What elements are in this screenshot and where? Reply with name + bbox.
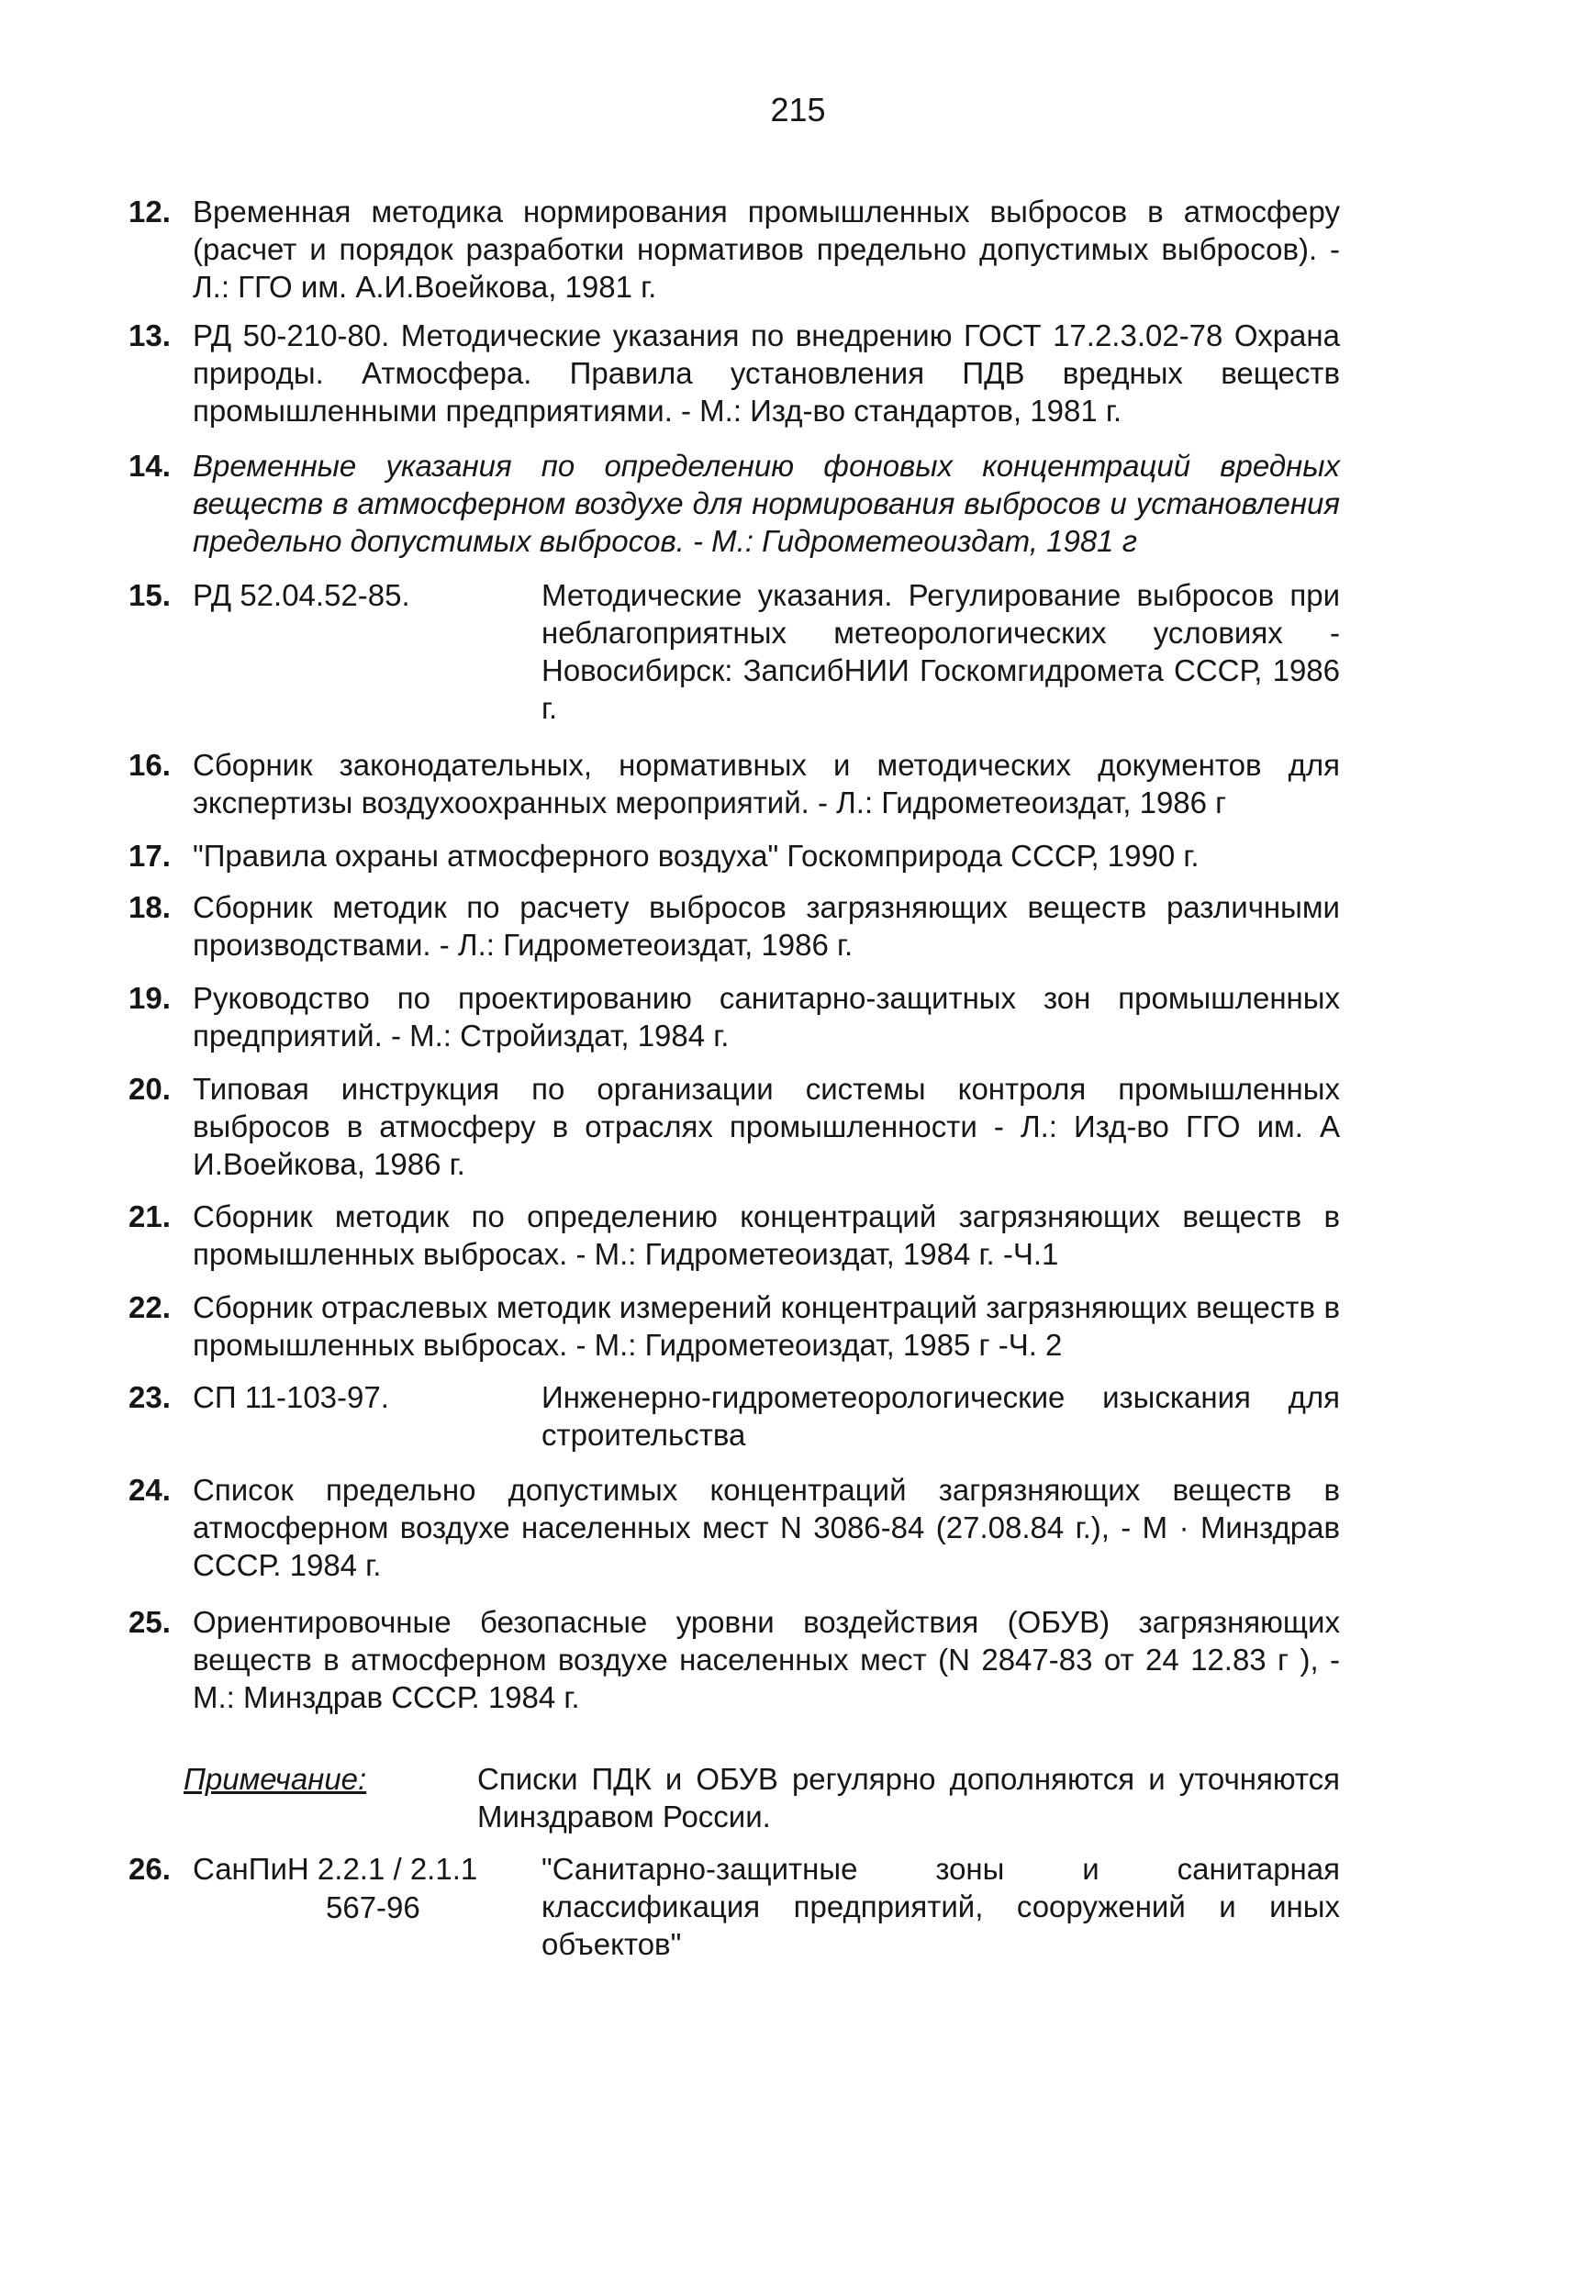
reference-text: РД 50-210-80. Методические указания по внедрению ГОСТ 17.2.3.02-78 Охрана природы. Атмосфера. Правила установления ПДВ вредных веществ промышленными предприятиями. - М.: Изд-во стандартов, 1981 г.	[193, 318, 1340, 428]
reference-number: 15.	[128, 578, 171, 612]
reference-number: 17.	[128, 839, 171, 873]
reference-number: 14.	[128, 449, 171, 483]
reference-code	[193, 1850, 486, 1927]
reference-code: СП 11-103-97.	[193, 1380, 389, 1414]
reference-number: 24.	[128, 1473, 171, 1507]
reference-text: Типовая инструкция по организации системы контроля промышленных выбросов в атмосферу в отраслях промышленности - Л.: Изд-во ГГО им. А И.Воейкова, 1986 г.	[193, 1072, 1340, 1181]
reference-text: Руководство по проектированию санитарно-защитных зон промышленных предприятий. - М.: Стройиздат, 1984 г.	[193, 981, 1340, 1053]
reference-code-line1: СанПиН 2.2.1 / 2.1.1	[193, 1852, 478, 1886]
reference-number: 21.	[128, 1199, 171, 1233]
note-text: Списки ПДК и ОБУВ регулярно дополняются и уточняются Минздравом России.	[477, 1762, 1340, 1833]
reference-number: 20.	[128, 1072, 171, 1106]
reference-text: Сборник отраслевых методик измерений концентраций загрязняющих веществ в промышленных выбросах. - М.: Гидрометеоиздат, 1985 г -Ч. 2	[193, 1290, 1340, 1362]
reference-number: 18.	[128, 890, 171, 924]
reference-number: 25.	[128, 1605, 171, 1639]
reference-text: Методические указания. Регулирование выбросов при неблагоприятных метеорологических условиях - Новосибирск: ЗапсибНИИ Госкомгидромета СССР, 1986 г.	[541, 578, 1340, 725]
reference-code-line2: 567-96	[326, 1890, 420, 1924]
reference-number: 23.	[128, 1380, 171, 1414]
reference-text: "Санитарно-защитные зоны и санитарная классификация предприятий, сооружений и иных объектов"	[541, 1852, 1340, 1961]
reference-text: Список предельно допустимых концентраций загрязняющих веществ в атмосферном воздухе населенных мест N 3086-84 (27.08.84 г.), - М · Минздрав СССР. 1984 г.	[193, 1473, 1340, 1582]
note-label: Примечание:	[184, 1762, 367, 1796]
reference-number: 22.	[128, 1290, 171, 1324]
reference-text: Инженерно-гидрометеорологические изыскания для строительства	[541, 1380, 1340, 1452]
reference-text: Сборник методик по расчету выбросов загрязняющих веществ различными производствами. - Л.: Гидрометеоиздат, 1986 г.	[193, 890, 1340, 962]
reference-text: Ориентировочные безопасные уровни воздействия (ОБУВ) загрязняющих веществ в атмосферном воздухе населенных мест (N 2847-83 от 24 12.83 г ), - М.: Минздрав СССР. 1984 г.	[193, 1605, 1340, 1714]
reference-text: "Правила охраны атмосферного воздуха" Госкомприрода СССР, 1990 г.	[193, 839, 1200, 873]
page-number: 215	[770, 91, 826, 128]
reference-number: 26.	[128, 1852, 171, 1886]
reference-code: РД 52.04.52-85.	[193, 578, 410, 612]
reference-number: 16.	[128, 748, 171, 782]
reference-text: Сборник законодательных, нормативных и методических документов для экспертизы воздухоохранных мероприятий. - Л.: Гидрометеоиздат, 1986 г	[193, 748, 1340, 819]
reference-text: Сборник методик по определению концентраций загрязняющих веществ в промышленных выбросах. - М.: Гидрометеоиздат, 1984 г. -Ч.1	[193, 1199, 1340, 1271]
reference-text: Временные указания по определению фоновых концентраций вредных веществ в атмосферном воздухе для нормирования выбросов и установления предельно допустимых выбросов. - М.: Гидрометеоиздат, 1981 г	[193, 449, 1340, 558]
reference-number: 12.	[128, 195, 171, 228]
reference-number: 19.	[128, 981, 171, 1015]
reference-text: Временная методика нормирования промышленных выбросов в атмосферу (расчет и порядок разработки нормативов предельно допустимых выбросов). - Л.: ГГО им. А.И.Воейкова, 1981 г.	[193, 195, 1340, 304]
reference-number: 13.	[128, 318, 171, 352]
